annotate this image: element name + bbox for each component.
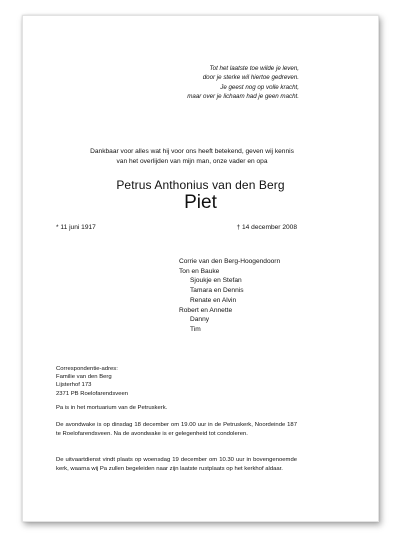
family-member: Renate en Alvin bbox=[190, 296, 237, 304]
family-list bbox=[179, 257, 280, 335]
address-line: 2371 PB Roelofarendsveen bbox=[56, 390, 129, 397]
address-line: Correspondentie-adres: bbox=[56, 366, 118, 372]
address-line: Lijsterhof 173 bbox=[56, 382, 92, 389]
poem-line: Tot het laatste toe wilde je leven, bbox=[209, 65, 299, 72]
poem-line: door je sterke wil hiertoe gedreven. bbox=[202, 74, 299, 82]
family-member: Tim bbox=[190, 325, 201, 333]
deceased-full-name: Petrus Anthonius van den Berg bbox=[116, 178, 285, 192]
funeral-service-note: De uitvaartdienst vindt plaats op woensdag 19 december om 10.30 uur in bovengenoemde kerk, waarna wij Pa zullen begeleiden naar zijn laatste rustplaats op het kerkhof aldaar. bbox=[56, 457, 297, 472]
poem-line: maar over je lichaam had je geen macht. bbox=[187, 92, 299, 100]
mortuary-note: Pa is in het mortuarium van de Petruskerk. bbox=[56, 405, 168, 411]
intro-line: van het overlijden van mijn man, onze vader en opa bbox=[116, 157, 268, 165]
birth-date: * 11 juni 1917 bbox=[56, 224, 96, 231]
funeral-card bbox=[22, 15, 379, 522]
family-member: Sjoukje en Stefan bbox=[190, 277, 242, 285]
announcement-intro bbox=[43, 147, 341, 166]
family-member: Danny bbox=[190, 316, 210, 324]
correspondence-address bbox=[56, 365, 128, 398]
deceased-nickname: Piet bbox=[184, 192, 217, 213]
family-member: Ton en Bauke bbox=[179, 267, 220, 275]
poem bbox=[23, 64, 299, 101]
address-line: Familie van den Berg bbox=[56, 374, 112, 381]
poem-line: Je geest nog op volle kracht, bbox=[220, 83, 299, 91]
family-member: Robert en Annette bbox=[179, 306, 233, 314]
intro-line: Dankbaar voor alles wat hij voor ons heeft betekend, geven wij kennis bbox=[90, 148, 294, 155]
vigil-note: De avondwake is op dinsdag 18 december om 19.00 uur in de Petruskerk, Noordeinde 187 te Roelofarendsveen. Na de avondwake is er gelegenheid tot condoleren. bbox=[56, 422, 297, 437]
death-date: † 14 december 2008 bbox=[236, 224, 297, 231]
family-member: Corrie van den Berg-Hoogendoorn bbox=[179, 258, 281, 265]
family-member: Tamara en Dennis bbox=[190, 287, 244, 295]
